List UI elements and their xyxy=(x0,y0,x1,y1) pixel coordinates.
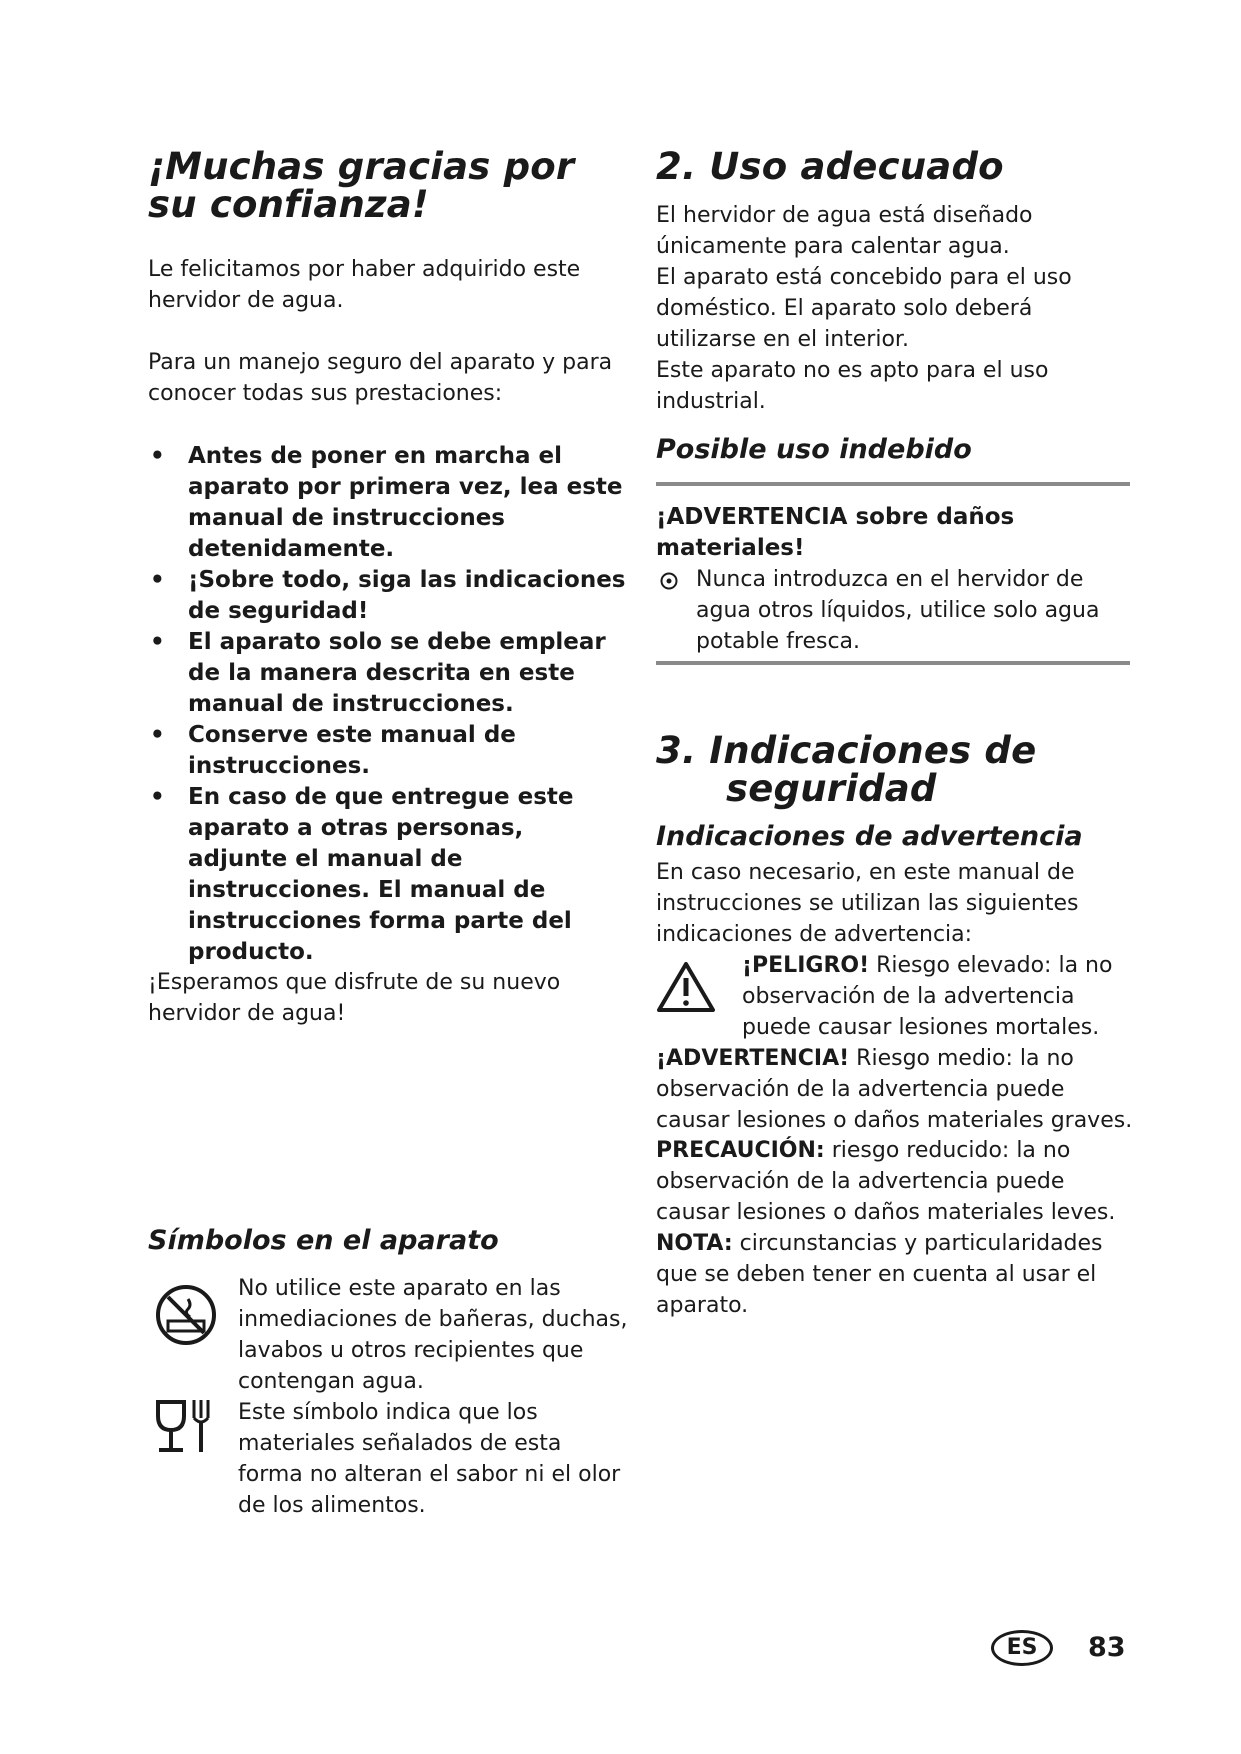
danger-text: Riesgo elevado: la no observación de la advertencia puede causar lesiones mortales. xyxy=(742,953,1113,1040)
section-3-title-line2: seguridad xyxy=(726,767,937,810)
warnings-intro: En caso necesario, en este manual de instrucciones se utilizan las siguientes indicaciones de advertencia: xyxy=(656,860,1079,947)
danger-warning xyxy=(742,950,1138,1043)
warnings-heading: Indicaciones de advertencia xyxy=(656,821,1083,852)
bullet-item: • En caso de que entregue este aparato a otras personas, adjunte el manual de instrucciones. El manual de instrucciones forma parte del producto. xyxy=(148,782,626,968)
bullet-item: • ¡Sobre todo, siga las indicaciones de seguridad! xyxy=(148,565,626,627)
language-badge: ES xyxy=(991,1630,1053,1666)
material-warning-item: Nunca introduzca en el hervidor de agua otros líquidos, utilice solo agua potable fresca. xyxy=(696,567,1100,654)
section-2-paragraph: Este aparato no es apto para el uso industrial. xyxy=(656,358,1049,414)
food-safe-icon xyxy=(154,1396,216,1458)
page-title: ¡Muchas gracias por su confianza! xyxy=(148,145,575,226)
section-3-title-line1: 3. Indicaciones de xyxy=(656,729,1037,772)
danger-label: ¡PELIGRO! xyxy=(742,953,870,978)
precaucion-label: PRECAUCIÓN: xyxy=(656,1138,825,1163)
symbol1-description: No utilice este aparato en las inmediaciones de bañeras, duchas, lavabos u otros recipientes que contengan agua. xyxy=(238,1276,628,1394)
no-water-bath-icon xyxy=(154,1283,218,1347)
instruction-bullet-list xyxy=(148,441,626,968)
nota-definition xyxy=(656,1228,1136,1321)
precaucion-text: riesgo reducido: la no observación de la advertencia puede causar lesiones o daños materiales leves. xyxy=(656,1138,1116,1225)
closing-paragraph: ¡Esperamos que disfrute de su nuevo hervidor de agua! xyxy=(148,970,561,1026)
warning-triangle-icon xyxy=(656,960,716,1014)
section-2-paragraph: El hervidor de agua está diseñado únicamente para calentar agua. xyxy=(656,203,1033,259)
bullet-item: • Antes de poner en marcha el aparato por primera vez, lea este manual de instrucciones detenidamente. xyxy=(148,441,626,565)
nota-label: NOTA: xyxy=(656,1231,733,1256)
page-number: 83 xyxy=(1088,1632,1126,1663)
target-bullet-icon xyxy=(659,571,679,591)
symbol2-description: Este símbolo indica que los materiales señalados de esta forma no alteran el sabor ni el olor de los alimentos. xyxy=(238,1400,621,1518)
intro-paragraph-2: Para un manejo seguro del aparato y para conocer todas sus prestaciones: xyxy=(148,350,613,406)
section-2-paragraph: El aparato está concebido para el uso doméstico. El aparato solo deberá utilizarse en el interior. xyxy=(656,265,1072,352)
advertencia-text: Riesgo medio: la no observación de la advertencia puede causar lesiones o daños materiales graves. xyxy=(656,1046,1133,1133)
bullet-item: • El aparato solo se debe emplear de la manera descrita en este manual de instrucciones. xyxy=(148,627,626,720)
intro-paragraph: Le felicitamos por haber adquirido este hervidor de agua. xyxy=(148,257,581,313)
warning-box-top-rule xyxy=(656,482,1130,486)
symbols-heading: Símbolos en el aparato xyxy=(148,1225,499,1256)
material-warning-title: ¡ADVERTENCIA sobre daños materiales! xyxy=(656,504,1015,561)
precaucion-definition xyxy=(656,1135,1136,1228)
section-2-title: 2. Uso adecuado xyxy=(656,145,1004,188)
misuse-heading: Posible uso indebido xyxy=(656,434,972,465)
advertencia-definition xyxy=(656,1043,1136,1136)
section-3-title xyxy=(656,729,1136,810)
advertencia-label: ¡ADVERTENCIA! xyxy=(656,1046,850,1071)
bullet-item: • Conserve este manual de instrucciones. xyxy=(148,720,626,782)
warning-box-bottom-rule xyxy=(656,661,1130,665)
nota-text: circunstancias y particularidades que se deben tener en cuenta al usar el aparato. xyxy=(656,1231,1103,1318)
